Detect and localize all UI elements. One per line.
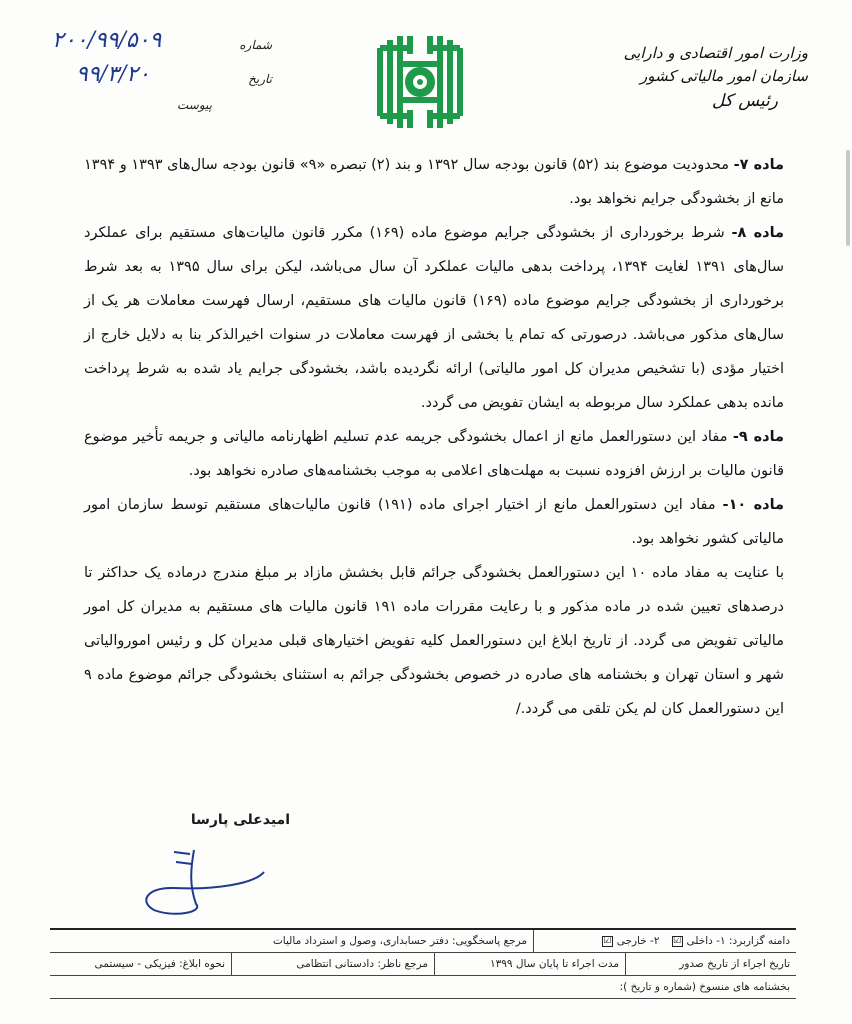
tax-org-emblem-icon [366,30,474,134]
attachment-row [52,92,272,116]
article-9 [84,420,784,488]
organization-name: سازمان امور مالیاتی کشور [640,67,808,85]
closing-text: با عنایت به مفاد ماده ۱۰ این دستورالعمل بخشودگی جرائم قابل بخشش مازاد بر مبلغ مندرج درماده یک حداکثر تا درصدهای تعیین شده در ماده مذکور و با رعایت مقررات ماده ۱۹۱ قانون مالیات های مستقیم به مدیران کل امور مالیاتی تفویض می گردد. از تاریخ ابلاغ این دستورالعمل کلیه تفویض اختیارهای قبلی مدیران کل و رئیس اموروالیاتی شهر و استان تهران و بخشنامه های صادره در خصوص بخشودگی جرائم به استثنای بخشودگی جرائم موضوع ماده ۹ این دستورالعمل کان لم یکن تلقی می گردد./ [84,565,784,717]
article-text: مفاد این دستورالعمل مانع از اعمال بخشودگی جریمه عدم تسلیم اظهارنامه مالیاتی و جریمه تأخیر موضوع قانون مالیات بر ارزش افزوده نسبت به مهلت‌های اعلامی به موجب بخشنامه‌های صادره نخواهد بود. [84,429,784,479]
signature-scrawl [134,832,284,922]
notify-cell [50,953,231,975]
letter-meta [52,28,272,116]
date-label: تاریخ [248,72,272,86]
article-lead: ماده ۹- [732,429,784,445]
article-text: شرط برخورداری از بخشودگی جرایم موضوع ماده (۱۶۹) مکرر قانون مالیات‌های مستقیم برای عملکرد سال‌های ۱۳۹۱ لغایت ۱۳۹۴، پرداخت بدهی مالیات عملکرد آن سال می‌باشد، لیکن برای سال ۱۳۹۵ به بعد شرط برخورداری از بخشودگی جرایم موضوع ماده (۱۶۹) قانون مالیات های مستقیم، ارسال فهرست معاملات هر یک از سال‌های مذکور می‌باشد. درصورتی که تمام یا بخشی از فهرست معاملات در سنوات اخیرالذکر بنا به دلایل خارج از اختیار مؤدی (با تشخیص مدیران کل امور مالیاتی) ارائه نگردیده باشد، بخشودگی جرایم یاد شده به شرط پرداخت مانده بدهی عملکرد سال مربوطه به ایشان تفویض می گردد. [84,225,785,411]
closing-paragraph [84,556,784,726]
letter-body [84,148,784,726]
article-lead: ماده ۸- [731,225,784,241]
internal-checkbox[interactable]: ☑ [672,935,682,946]
exec-period-cell [434,953,625,975]
footer-row-3 [50,976,796,999]
letter-number: ۲۰۰/۹۹/۵۰۹ [52,28,162,53]
article-7 [84,148,784,216]
repealed-label: بخشنامه های منسوخ (شماره و تاریخ ): [619,981,790,993]
scope-cell [533,930,796,952]
notify-label: نحوه ابلاغ: فیزیکی - سیستمی [94,958,225,970]
exec-date-label: تاریخ اجراء از تاریخ صدور [679,958,790,970]
letterhead [588,42,808,113]
article-lead: ماده ۷- [733,157,784,173]
exec-period-label: مدت اجراء تا پایان سال ۱۳۹۹ [489,958,619,970]
date-row [52,62,272,92]
supervisor-cell [231,953,434,975]
signature-block [140,812,290,828]
number-row [52,28,272,58]
signatory-name: امیدعلی پارسا [190,812,290,828]
role-title: رئیس کل [711,91,778,111]
respondent-label: مرجع پاسخگویی: دفتر حسابداری، وصول و استرداد مالیات [272,935,527,947]
supervisor-label: مرجع ناظر: دادستانی انتظامی [296,958,428,970]
respondent-cell [50,930,533,952]
scrollbar[interactable] [846,150,850,246]
footer-row-1 [50,930,796,953]
article-text: محدودیت موضوع بند (۵۲) قانون بودجه سال ۱۳۹۲ و بند (۲) تبصره «۹» قانون بودجه سال‌های ۱۳۹۳ و ۱۳۹۴ مانع از بخشودگی جرایم نخواهد بود. [84,157,784,207]
ministry-name: وزارت امور اقتصادی و دارایی [623,44,808,62]
exec-date-cell [625,953,796,975]
letter-date: ۹۹/۳/۲۰ [76,62,150,87]
scope-label: دامنه گزاربرد: ۱- داخلی [686,935,790,947]
attachment-label: پیوست [177,98,212,112]
number-label: شماره [239,38,272,52]
article-8 [84,216,784,420]
footer-table [50,928,796,999]
external-label: ۲- خارجی [616,935,660,947]
external-checkbox[interactable]: ☑ [603,935,612,946]
repealed-cell [50,976,796,998]
article-lead: ماده ۱۰- [722,497,785,513]
article-text: مفاد این دستورالعمل مانع از اختیار اجرای ماده (۱۹۱) قانون مالیات‌های مستقیم توسط سازمان امور مالیاتی کشور نخواهد بود. [84,497,784,547]
article-10 [84,488,784,556]
footer-row-2 [50,953,796,976]
